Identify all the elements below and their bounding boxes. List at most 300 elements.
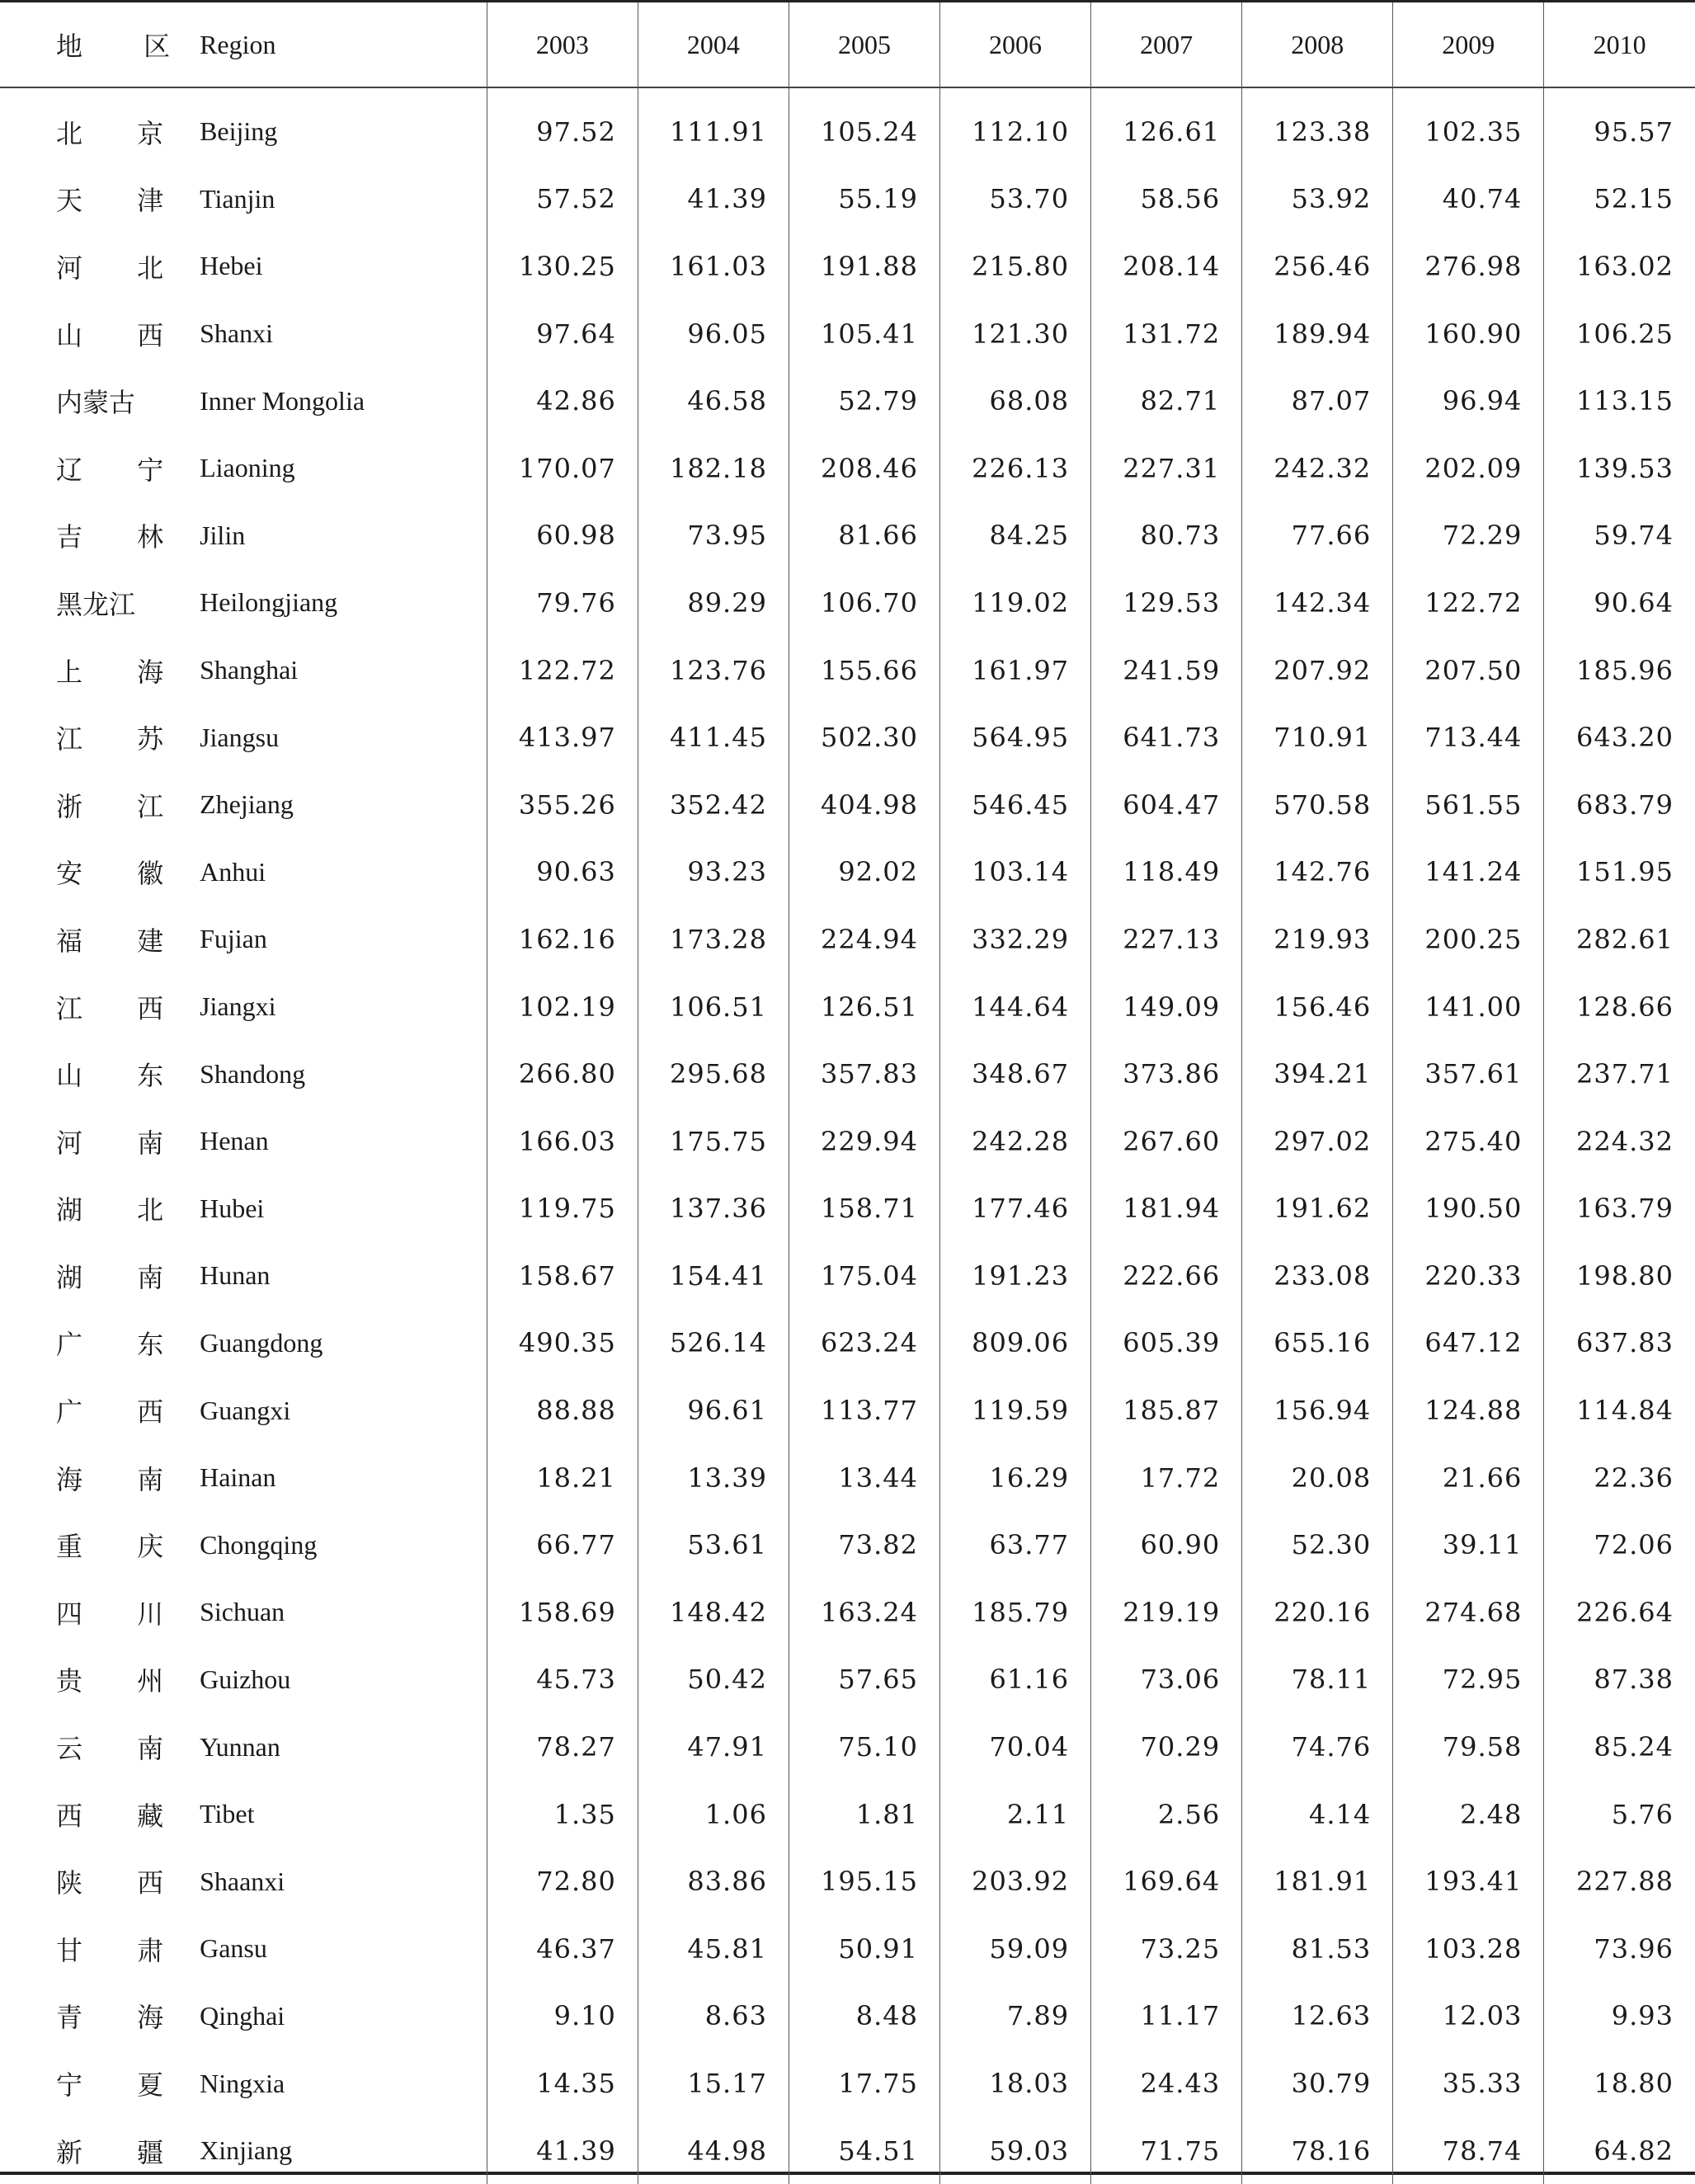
region-name-en: Jiangsu <box>200 722 280 752</box>
value-cell: 64.82 <box>1544 2117 1695 2184</box>
value-cell: 85.24 <box>1544 1713 1695 1781</box>
value-cell: 237.71 <box>1544 1040 1695 1108</box>
region-name-en: Yunnan <box>200 1731 280 1762</box>
header-year: 2003 <box>487 2 638 87</box>
region-name-en: Shandong <box>200 1058 306 1089</box>
value-cell: 72.80 <box>487 1847 638 1915</box>
table-row <box>0 704 1695 771</box>
value-cell: 226.64 <box>1544 1579 1695 1646</box>
value-cell: 643.20 <box>1544 704 1695 771</box>
table-row <box>0 166 1695 233</box>
region-name-cn: 山 西 <box>56 319 187 351</box>
value-cell: 46.58 <box>638 367 789 435</box>
value-cell: 161.03 <box>638 233 789 300</box>
value-cell: 226.13 <box>940 435 1091 502</box>
value-cell: 111.91 <box>638 87 789 166</box>
value-cell: 24.43 <box>1091 2050 1242 2117</box>
value-cell: 74.76 <box>1242 1713 1393 1781</box>
value-cell: 647.12 <box>1393 1310 1544 1377</box>
region-name-en: Inner Mongolia <box>200 385 365 416</box>
value-cell: 59.09 <box>940 1915 1091 1983</box>
value-cell: 52.30 <box>1242 1511 1393 1579</box>
value-cell: 128.66 <box>1544 973 1695 1041</box>
value-cell: 123.76 <box>638 637 789 704</box>
value-cell: 105.41 <box>789 300 939 368</box>
table-row <box>0 1915 1695 1983</box>
value-cell: 63.77 <box>940 1511 1091 1579</box>
table-row <box>0 2050 1695 2117</box>
region-name-cn: 海 南 <box>56 1463 187 1495</box>
value-cell: 72.95 <box>1393 1646 1544 1714</box>
table-row <box>0 300 1695 368</box>
value-cell: 163.79 <box>1544 1175 1695 1243</box>
value-cell: 30.79 <box>1242 2050 1393 2117</box>
region-name-en: Henan <box>200 1126 269 1156</box>
value-cell: 113.77 <box>789 1377 939 1444</box>
value-cell: 18.21 <box>487 1444 638 1512</box>
value-cell: 60.90 <box>1091 1511 1242 1579</box>
region-name-en: Tibet <box>200 1799 255 1829</box>
value-cell: 18.03 <box>940 2050 1091 2117</box>
value-cell: 394.21 <box>1242 1040 1393 1108</box>
region-name-en: Chongqing <box>200 1529 318 1560</box>
table-row <box>0 233 1695 300</box>
value-cell: 141.00 <box>1393 973 1544 1041</box>
value-cell: 2.56 <box>1091 1781 1242 1848</box>
value-cell: 12.63 <box>1242 1983 1393 2050</box>
value-cell: 20.08 <box>1242 1444 1393 1512</box>
value-cell: 96.05 <box>638 300 789 368</box>
value-cell: 713.44 <box>1393 704 1544 771</box>
value-cell: 185.87 <box>1091 1377 1242 1444</box>
value-cell: 9.10 <box>487 1983 638 2050</box>
value-cell: 87.07 <box>1242 367 1393 435</box>
value-cell: 71.75 <box>1091 2117 1242 2184</box>
value-cell: 256.46 <box>1242 233 1393 300</box>
region-name-en: Liaoning <box>200 453 295 483</box>
value-cell: 122.72 <box>487 637 638 704</box>
value-cell: 118.49 <box>1091 839 1242 906</box>
value-cell: 22.36 <box>1544 1444 1695 1512</box>
value-cell: 59.03 <box>940 2117 1091 2184</box>
region-name-en: Hunan <box>200 1260 271 1291</box>
value-cell: 57.65 <box>789 1646 939 1714</box>
value-cell: 82.71 <box>1091 367 1242 435</box>
table-body <box>0 87 1695 2184</box>
value-cell: 227.88 <box>1544 1847 1695 1915</box>
value-cell: 12.03 <box>1393 1983 1544 2050</box>
value-cell: 502.30 <box>789 704 939 771</box>
value-cell: 40.74 <box>1393 166 1544 233</box>
region-name-cn: 浙 江 <box>56 790 187 822</box>
value-cell: 5.76 <box>1544 1781 1695 1848</box>
region-name-cn: 内蒙古 <box>56 387 136 419</box>
value-cell: 89.29 <box>638 569 789 637</box>
table-row <box>0 435 1695 502</box>
value-cell: 352.42 <box>638 771 789 839</box>
region-name-en: Xinjiang <box>200 2135 293 2166</box>
region-name-cn: 四 川 <box>56 1598 187 1630</box>
value-cell: 191.88 <box>789 233 939 300</box>
value-cell: 119.02 <box>940 569 1091 637</box>
value-cell: 276.98 <box>1393 233 1544 300</box>
value-cell: 57.52 <box>487 166 638 233</box>
region-name-en: Hubei <box>200 1193 265 1223</box>
value-cell: 4.14 <box>1242 1781 1393 1848</box>
table-row <box>0 87 1695 166</box>
value-cell: 151.95 <box>1544 839 1695 906</box>
value-cell: 332.29 <box>940 906 1091 973</box>
value-cell: 122.72 <box>1393 569 1544 637</box>
value-cell: 68.08 <box>940 367 1091 435</box>
value-cell: 224.94 <box>789 906 939 973</box>
table-row <box>0 1781 1695 1848</box>
table-row <box>0 906 1695 973</box>
value-cell: 195.15 <box>789 1847 939 1915</box>
value-cell: 242.32 <box>1242 435 1393 502</box>
table-row <box>0 1713 1695 1781</box>
region-name-en: Shaanxi <box>200 1866 285 1896</box>
value-cell: 142.34 <box>1242 569 1393 637</box>
region-name-en: Guangdong <box>200 1327 323 1358</box>
value-cell: 131.72 <box>1091 300 1242 368</box>
value-cell: 137.36 <box>638 1175 789 1243</box>
value-cell: 81.66 <box>789 502 939 570</box>
value-cell: 60.98 <box>487 502 638 570</box>
value-cell: 130.25 <box>487 233 638 300</box>
value-cell: 73.96 <box>1544 1915 1695 1983</box>
region-name-en: Guizhou <box>200 1664 291 1694</box>
value-cell: 229.94 <box>789 1108 939 1175</box>
value-cell: 141.24 <box>1393 839 1544 906</box>
value-cell: 202.09 <box>1393 435 1544 502</box>
value-cell: 88.88 <box>487 1377 638 1444</box>
region-name-cn: 吉 林 <box>56 521 187 553</box>
value-cell: 42.86 <box>487 367 638 435</box>
table-row <box>0 502 1695 570</box>
region-name-cn: 黑龙江 <box>56 588 136 620</box>
value-cell: 84.25 <box>940 502 1091 570</box>
region-name-cn: 山 东 <box>56 1060 187 1092</box>
value-cell: 224.32 <box>1544 1108 1695 1175</box>
region-name-cn: 河 北 <box>56 252 187 284</box>
value-cell: 13.44 <box>789 1444 939 1512</box>
value-cell: 1.06 <box>638 1781 789 1848</box>
region-name-cn: 安 徽 <box>56 858 187 890</box>
value-cell: 126.51 <box>789 973 939 1041</box>
value-cell: 73.82 <box>789 1511 939 1579</box>
value-cell: 53.92 <box>1242 166 1393 233</box>
value-cell: 41.39 <box>638 166 789 233</box>
value-cell: 623.24 <box>789 1310 939 1377</box>
value-cell: 526.14 <box>638 1310 789 1377</box>
region-name-cn: 江 苏 <box>56 723 187 755</box>
value-cell: 564.95 <box>940 704 1091 771</box>
region-name-en: Hebei <box>200 251 263 281</box>
value-cell: 92.02 <box>789 839 939 906</box>
value-cell: 162.16 <box>487 906 638 973</box>
value-cell: 126.61 <box>1091 87 1242 166</box>
value-cell: 200.25 <box>1393 906 1544 973</box>
value-cell: 8.63 <box>638 1983 789 2050</box>
value-cell: 21.66 <box>1393 1444 1544 1512</box>
value-cell: 185.79 <box>940 1579 1091 1646</box>
value-cell: 1.81 <box>789 1781 939 1848</box>
value-cell: 158.69 <box>487 1579 638 1646</box>
value-cell: 39.11 <box>1393 1511 1544 1579</box>
value-cell: 373.86 <box>1091 1040 1242 1108</box>
value-cell: 605.39 <box>1091 1310 1242 1377</box>
region-name-en: Gansu <box>200 1933 267 1964</box>
value-cell: 219.19 <box>1091 1579 1242 1646</box>
value-cell: 267.60 <box>1091 1108 1242 1175</box>
value-cell: 103.14 <box>940 839 1091 906</box>
value-cell: 411.45 <box>638 704 789 771</box>
value-cell: 53.61 <box>638 1511 789 1579</box>
value-cell: 129.53 <box>1091 569 1242 637</box>
region-name-cn: 重 庆 <box>56 1531 187 1563</box>
value-cell: 8.48 <box>789 1983 939 2050</box>
table-row <box>0 1444 1695 1512</box>
table-row <box>0 839 1695 906</box>
header-year: 2006 <box>940 2 1091 87</box>
value-cell: 295.68 <box>638 1040 789 1108</box>
region-name-cn: 贵 州 <box>56 1665 187 1697</box>
value-cell: 154.41 <box>638 1242 789 1310</box>
table-row <box>0 1377 1695 1444</box>
value-cell: 156.94 <box>1242 1377 1393 1444</box>
value-cell: 61.16 <box>940 1646 1091 1714</box>
value-cell: 17.72 <box>1091 1444 1242 1512</box>
value-cell: 119.75 <box>487 1175 638 1243</box>
value-cell: 2.48 <box>1393 1781 1544 1848</box>
value-cell: 207.50 <box>1393 637 1544 704</box>
value-cell: 193.41 <box>1393 1847 1544 1915</box>
header-row <box>0 2 1695 87</box>
value-cell: 241.59 <box>1091 637 1242 704</box>
value-cell: 41.39 <box>487 2117 638 2184</box>
value-cell: 282.61 <box>1544 906 1695 973</box>
table-row <box>0 1242 1695 1310</box>
table-row <box>0 1511 1695 1579</box>
value-cell: 52.79 <box>789 367 939 435</box>
value-cell: 102.35 <box>1393 87 1544 166</box>
value-cell: 44.98 <box>638 2117 789 2184</box>
table-row <box>0 2117 1695 2184</box>
value-cell: 105.24 <box>789 87 939 166</box>
value-cell: 106.70 <box>789 569 939 637</box>
value-cell: 78.74 <box>1393 2117 1544 2184</box>
value-cell: 222.66 <box>1091 1242 1242 1310</box>
value-cell: 198.80 <box>1544 1242 1695 1310</box>
header-year: 2004 <box>638 2 789 87</box>
value-cell: 70.29 <box>1091 1713 1242 1781</box>
value-cell: 166.03 <box>487 1108 638 1175</box>
region-name-en: Tianjin <box>200 183 275 214</box>
value-cell: 208.14 <box>1091 233 1242 300</box>
region-name-en: Beijing <box>200 116 278 147</box>
region-name-cn: 陕 西 <box>56 1867 187 1899</box>
value-cell: 170.07 <box>487 435 638 502</box>
value-cell: 809.06 <box>940 1310 1091 1377</box>
value-cell: 123.38 <box>1242 87 1393 166</box>
region-name-en: Jiangxi <box>200 991 276 1022</box>
header-year: 2008 <box>1242 2 1393 87</box>
value-cell: 1.35 <box>487 1781 638 1848</box>
value-cell: 16.29 <box>940 1444 1091 1512</box>
region-name-en: Ningxia <box>200 2068 285 2098</box>
value-cell: 87.38 <box>1544 1646 1695 1714</box>
value-cell: 233.08 <box>1242 1242 1393 1310</box>
region-data-table <box>0 2 1695 2184</box>
table-row <box>0 1108 1695 1175</box>
region-name-cn: 天 津 <box>56 185 187 217</box>
value-cell: 641.73 <box>1091 704 1242 771</box>
value-cell: 190.50 <box>1393 1175 1544 1243</box>
value-cell: 177.46 <box>940 1175 1091 1243</box>
value-cell: 75.10 <box>789 1713 939 1781</box>
value-cell: 50.91 <box>789 1915 939 1983</box>
region-name-cn: 福 建 <box>56 925 187 957</box>
value-cell: 158.71 <box>789 1175 939 1243</box>
value-cell: 70.04 <box>940 1713 1091 1781</box>
value-cell: 637.83 <box>1544 1310 1695 1377</box>
value-cell: 274.68 <box>1393 1579 1544 1646</box>
value-cell: 413.97 <box>487 704 638 771</box>
value-cell: 13.39 <box>638 1444 789 1512</box>
value-cell: 175.75 <box>638 1108 789 1175</box>
value-cell: 72.06 <box>1544 1511 1695 1579</box>
value-cell: 181.91 <box>1242 1847 1393 1915</box>
value-cell: 54.51 <box>789 2117 939 2184</box>
value-cell: 79.58 <box>1393 1713 1544 1781</box>
value-cell: 148.42 <box>638 1579 789 1646</box>
value-cell: 15.17 <box>638 2050 789 2117</box>
value-cell: 18.80 <box>1544 2050 1695 2117</box>
value-cell: 17.75 <box>789 2050 939 2117</box>
value-cell: 106.25 <box>1544 300 1695 368</box>
table-row <box>0 1983 1695 2050</box>
value-cell: 275.40 <box>1393 1108 1544 1175</box>
value-cell: 114.84 <box>1544 1377 1695 1444</box>
value-cell: 220.33 <box>1393 1242 1544 1310</box>
table-row <box>0 1175 1695 1243</box>
region-name-cn: 湖 南 <box>56 1261 187 1293</box>
region-name-cn: 青 海 <box>56 2002 187 2034</box>
value-cell: 103.28 <box>1393 1915 1544 1983</box>
value-cell: 348.67 <box>940 1040 1091 1108</box>
value-cell: 191.62 <box>1242 1175 1393 1243</box>
value-cell: 207.92 <box>1242 637 1393 704</box>
value-cell: 163.24 <box>789 1579 939 1646</box>
value-cell: 58.56 <box>1091 166 1242 233</box>
value-cell: 96.61 <box>638 1377 789 1444</box>
region-name-en: Shanxi <box>200 318 273 349</box>
table-row <box>0 1040 1695 1108</box>
region-name-cn: 广 东 <box>56 1329 187 1361</box>
value-cell: 95.57 <box>1544 87 1695 166</box>
value-cell: 81.53 <box>1242 1915 1393 1983</box>
value-cell: 144.64 <box>940 973 1091 1041</box>
value-cell: 119.59 <box>940 1377 1091 1444</box>
value-cell: 14.35 <box>487 2050 638 2117</box>
value-cell: 191.23 <box>940 1242 1091 1310</box>
value-cell: 175.04 <box>789 1242 939 1310</box>
value-cell: 11.17 <box>1091 1983 1242 2050</box>
value-cell: 106.51 <box>638 973 789 1041</box>
value-cell: 215.80 <box>940 233 1091 300</box>
value-cell: 73.25 <box>1091 1915 1242 1983</box>
value-cell: 72.29 <box>1393 502 1544 570</box>
value-cell: 161.97 <box>940 637 1091 704</box>
region-name-en: Jilin <box>200 520 246 550</box>
value-cell: 570.58 <box>1242 771 1393 839</box>
value-cell: 2.11 <box>940 1781 1091 1848</box>
value-cell: 182.18 <box>638 435 789 502</box>
value-cell: 297.02 <box>1242 1108 1393 1175</box>
region-name-cn: 北 京 <box>56 117 187 149</box>
value-cell: 208.46 <box>789 435 939 502</box>
table-row <box>0 973 1695 1041</box>
region-name-cn: 西 藏 <box>56 1800 187 1832</box>
value-cell: 45.73 <box>487 1646 638 1714</box>
value-cell: 90.63 <box>487 839 638 906</box>
value-cell: 490.35 <box>487 1310 638 1377</box>
value-cell: 66.77 <box>487 1511 638 1579</box>
value-cell: 45.81 <box>638 1915 789 1983</box>
value-cell: 220.16 <box>1242 1579 1393 1646</box>
table-row <box>0 367 1695 435</box>
region-name-en: Qinghai <box>200 2000 285 2031</box>
region-name-en: Hainan <box>200 1462 276 1493</box>
value-cell: 355.26 <box>487 771 638 839</box>
value-cell: 52.15 <box>1544 166 1695 233</box>
value-cell: 242.28 <box>940 1108 1091 1175</box>
value-cell: 655.16 <box>1242 1310 1393 1377</box>
value-cell: 546.45 <box>940 771 1091 839</box>
region-name-cn: 云 南 <box>56 1733 187 1765</box>
value-cell: 59.74 <box>1544 502 1695 570</box>
region-name-cn: 河 南 <box>56 1127 187 1159</box>
value-cell: 203.92 <box>940 1847 1091 1915</box>
value-cell: 96.94 <box>1393 367 1544 435</box>
region-name-cn: 宁 夏 <box>56 2069 187 2102</box>
value-cell: 50.42 <box>638 1646 789 1714</box>
table-row <box>0 1646 1695 1714</box>
value-cell: 266.80 <box>487 1040 638 1108</box>
value-cell: 73.06 <box>1091 1646 1242 1714</box>
table-row <box>0 771 1695 839</box>
value-cell: 227.13 <box>1091 906 1242 973</box>
region-name-en: Shanghai <box>200 655 299 685</box>
region-name-en: Sichuan <box>200 1597 285 1627</box>
table-row <box>0 1310 1695 1377</box>
value-cell: 121.30 <box>940 300 1091 368</box>
value-cell: 404.98 <box>789 771 939 839</box>
value-cell: 710.91 <box>1242 704 1393 771</box>
region-name-cn: 辽 宁 <box>56 454 187 486</box>
value-cell: 7.89 <box>940 1983 1091 2050</box>
table-row <box>0 569 1695 637</box>
value-cell: 112.10 <box>940 87 1091 166</box>
value-cell: 9.93 <box>1544 1983 1695 2050</box>
value-cell: 219.93 <box>1242 906 1393 973</box>
value-cell: 80.73 <box>1091 502 1242 570</box>
region-name-cn: 新 疆 <box>56 2136 187 2168</box>
value-cell: 173.28 <box>638 906 789 973</box>
value-cell: 142.76 <box>1242 839 1393 906</box>
value-cell: 561.55 <box>1393 771 1544 839</box>
